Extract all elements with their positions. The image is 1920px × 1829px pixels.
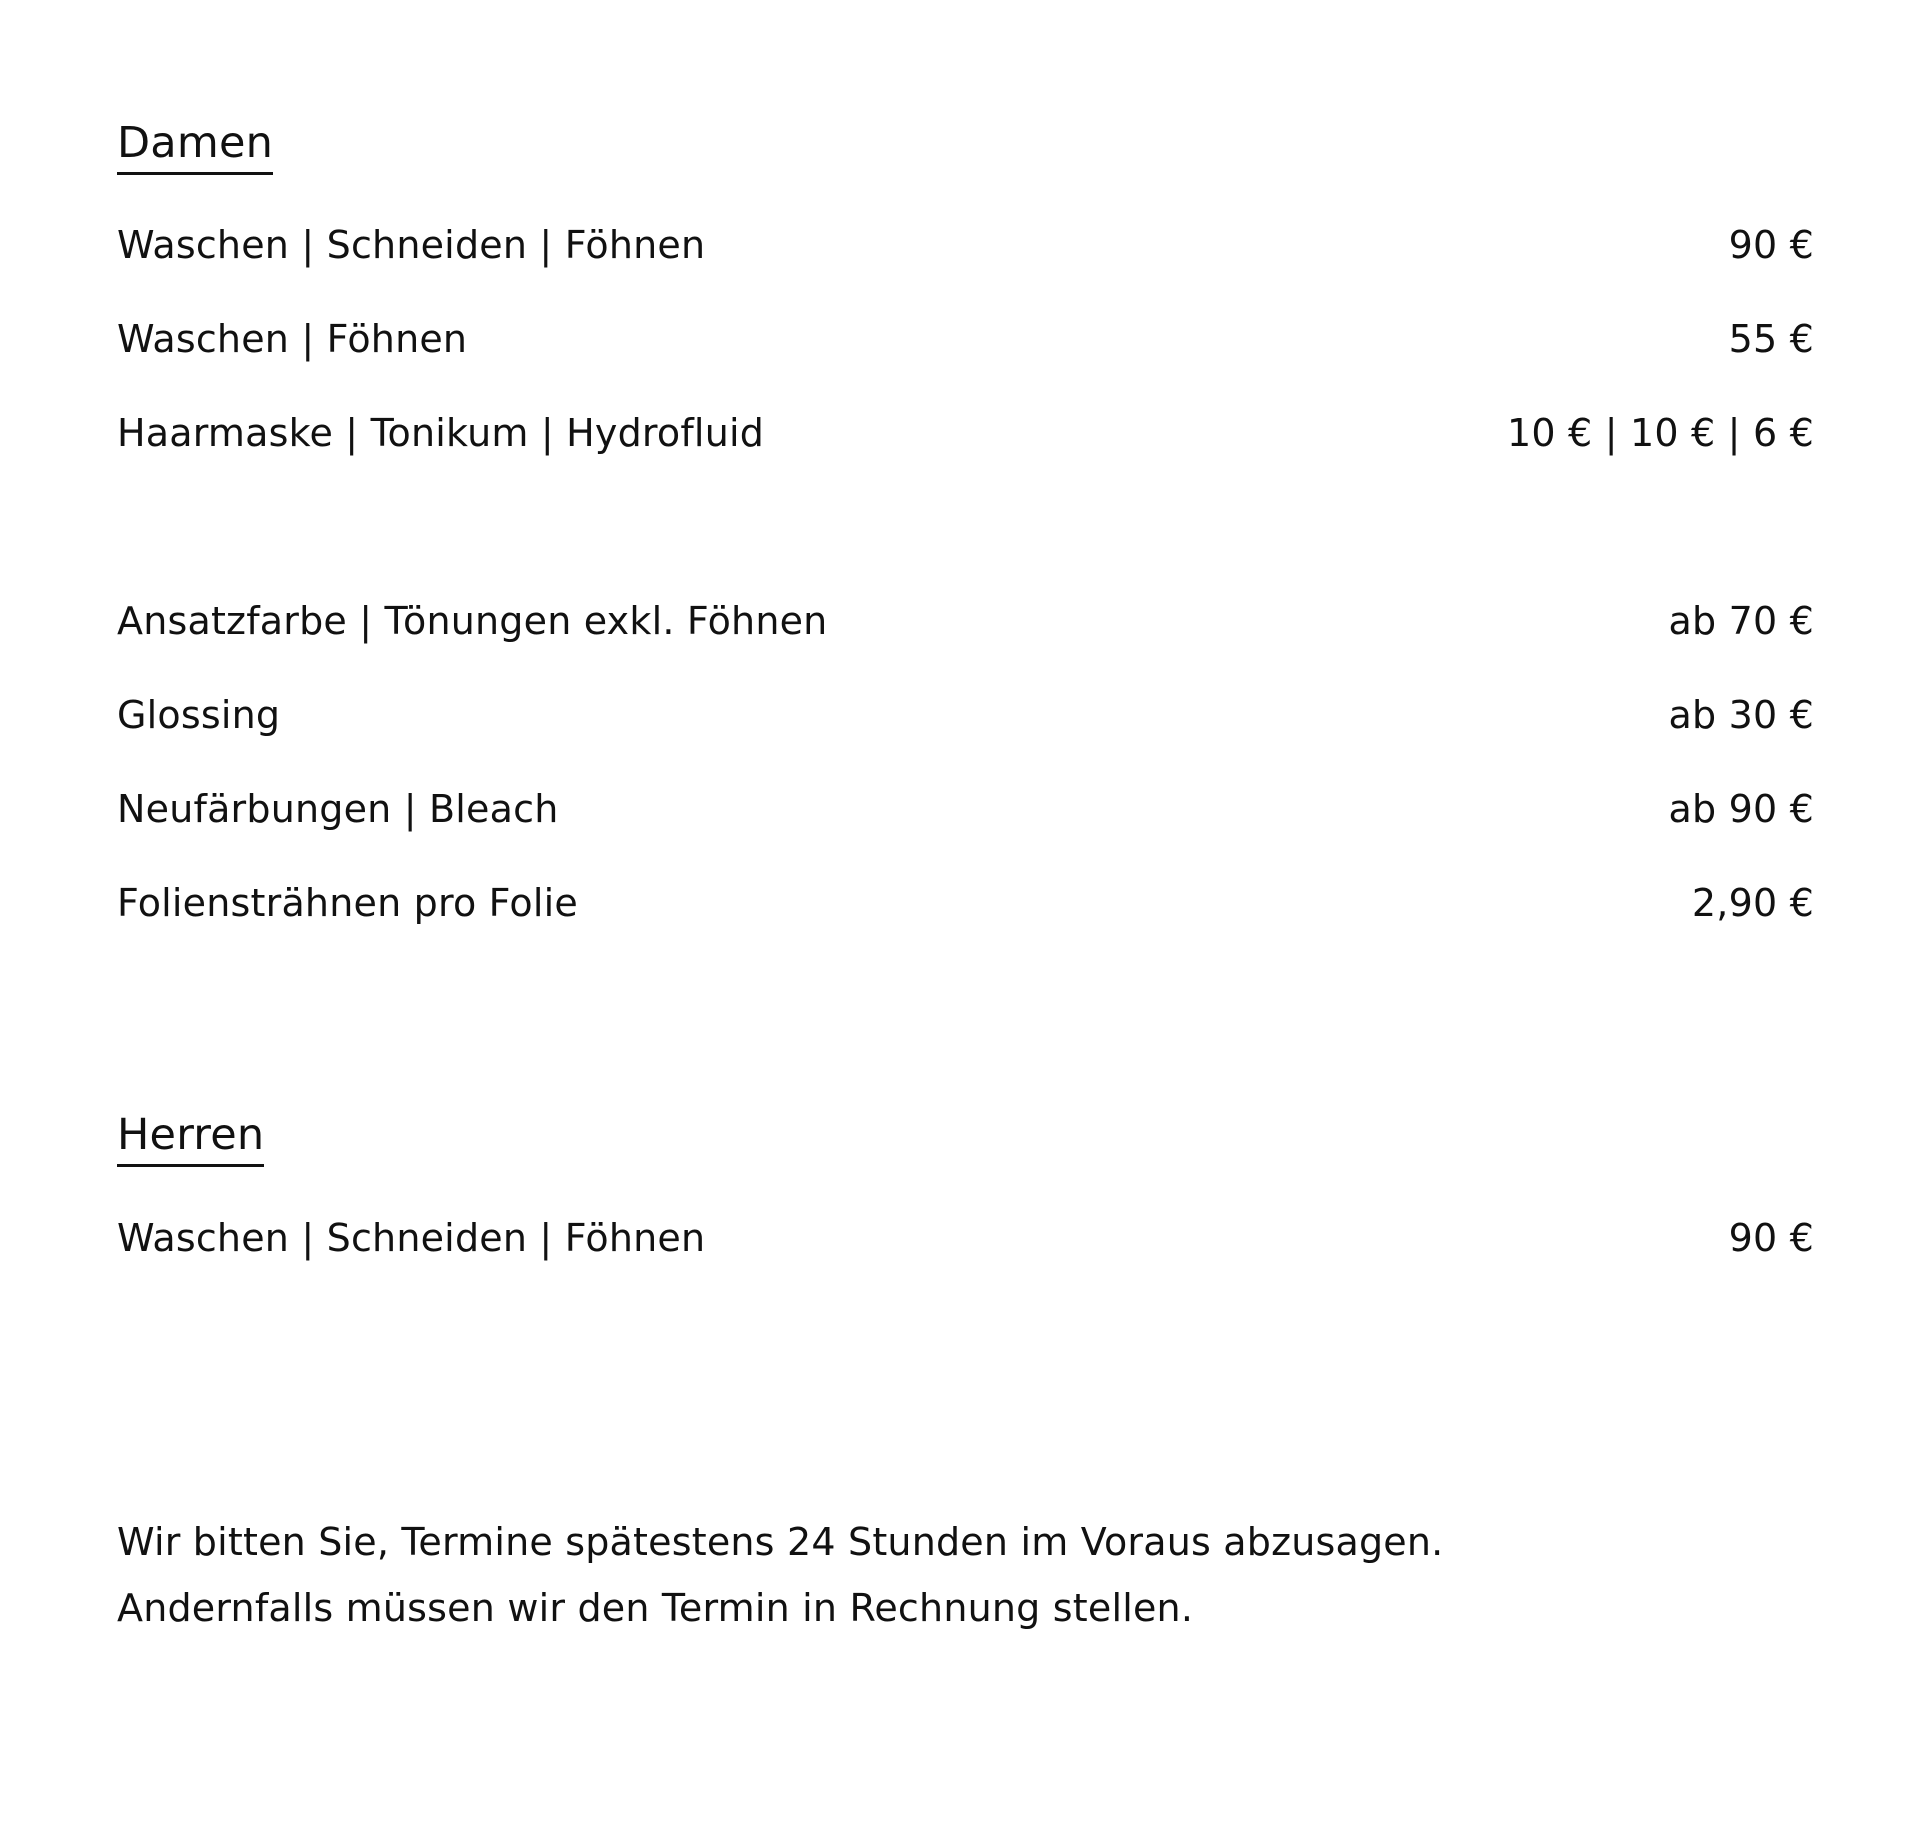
service-label: Waschen | Schneiden | Föhnen [117, 1216, 706, 1260]
price-list [117, 0, 1814, 1829]
section-title-damen: Damen [117, 122, 273, 175]
service-price: 2,90 € [1691, 881, 1814, 925]
service-label: Waschen | Föhnen [117, 317, 468, 361]
service-label: Neufärbungen | Bleach [117, 787, 559, 831]
service-label: Haarmaske | Tonikum | Hydrofluid [117, 411, 765, 455]
section-heading-damen [117, 118, 274, 175]
service-label: Ansatzfarbe | Tönungen exkl. Föhnen [117, 599, 828, 643]
notice-line: Andernfalls müssen wir den Termin in Rechnung stellen. [117, 1586, 1194, 1630]
service-label: Glossing [117, 693, 281, 737]
notice-line: Wir bitten Sie, Termine spätestens 24 Stunden im Voraus abzusagen. [117, 1520, 1444, 1564]
price-row [117, 220, 1814, 270]
cancellation-notice [117, 1509, 1443, 1641]
service-price: ab 70 € [1668, 599, 1814, 643]
service-label: Waschen | Schneiden | Föhnen [117, 223, 706, 267]
price-row [117, 690, 1814, 740]
service-price: 10 € | 10 € | 6 € [1507, 411, 1814, 455]
price-row [117, 1213, 1814, 1263]
service-price: ab 90 € [1668, 787, 1814, 831]
service-price: 90 € [1728, 223, 1814, 267]
section-heading-herren [117, 1110, 265, 1167]
price-row [117, 408, 1814, 458]
price-row [117, 314, 1814, 364]
price-row [117, 596, 1814, 646]
service-price: 55 € [1728, 317, 1814, 361]
price-row [117, 878, 1814, 928]
price-row [117, 784, 1814, 834]
service-price: 90 € [1728, 1216, 1814, 1260]
service-price: ab 30 € [1668, 693, 1814, 737]
section-title-herren: Herren [117, 1114, 264, 1167]
service-label: Foliensträhnen pro Folie [117, 881, 578, 925]
